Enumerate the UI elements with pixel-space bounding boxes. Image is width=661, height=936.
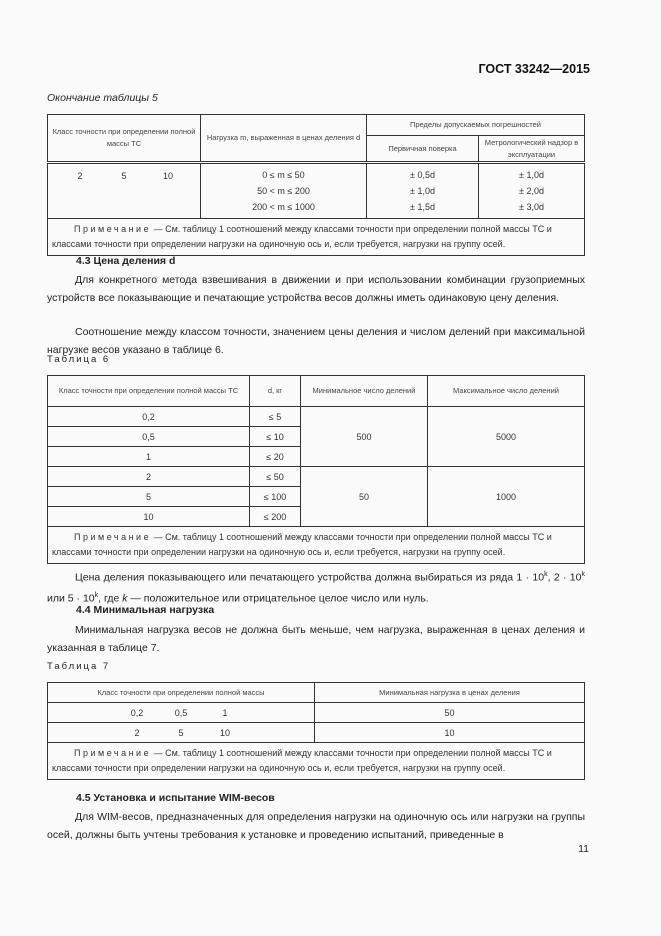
t5-load: 200 < m ≤ 1000 (252, 202, 315, 212)
t6-header-d: d, кг (250, 376, 301, 407)
t6-class: 2 (48, 467, 250, 487)
t7-class: 1 (222, 707, 228, 718)
section-4-3-p2: Соотношение между классом точности, значением цены деления и числом делений при максимальной нагрузке весов указано в таблице 6. (47, 326, 585, 356)
t5-initials (367, 163, 479, 219)
t5-header-initial: Первичная поверка (367, 136, 479, 163)
section-4-3-p1: Для конкретного метода взвешивания в движении и при использовании комбинации грузоприемных устройств все показывающие и печатающие устройства весов должны иметь одинаковую цену деления. (47, 274, 585, 304)
document-id: ГОСТ 33242—2015 (478, 62, 590, 76)
t5-load: 50 < m ≤ 200 (257, 186, 310, 196)
table5-continuation-caption: Окончание таблицы 5 (47, 92, 158, 104)
t7-note-label: Примечание (74, 748, 152, 758)
t5-header-load: Нагрузка m, выраженная в ценах деления d (201, 115, 367, 163)
series-paragraph (47, 566, 585, 608)
series-text: , где (98, 592, 123, 605)
t6-class: 1 (48, 447, 250, 467)
table-5 (47, 114, 585, 256)
t6-max-group1: 5000 (428, 407, 585, 467)
t5-load: 0 ≤ m ≤ 50 (262, 170, 305, 180)
t7-note (48, 743, 585, 780)
exponent-k: k (581, 571, 585, 578)
t6-d: ≤ 5 (250, 407, 301, 427)
t5-class: 5 (121, 171, 127, 181)
table-6 (47, 375, 585, 564)
table6-caption: Таблица 6 (47, 354, 111, 365)
t5-class: 10 (162, 171, 173, 181)
t7-classes (48, 703, 315, 723)
t5-initial: ± 1,5d (410, 202, 435, 212)
t6-d: ≤ 100 (250, 487, 301, 507)
t6-class: 0,5 (48, 427, 250, 447)
section-4-5-p1: Для WIM-весов, предназначенных для определения нагрузки на одиночную ось или нагрузки на группы осей, должны быть учтены требования к установке и проведению испытаний, приведенные в (47, 811, 585, 841)
t6-class: 10 (48, 507, 250, 527)
t6-max-group2: 1000 (428, 467, 585, 527)
t5-inservice: ± 3,0d (519, 202, 544, 212)
t5-class: 2 (77, 171, 83, 181)
t5-inservice: ± 2,0d (519, 186, 544, 196)
t6-d: ≤ 200 (250, 507, 301, 527)
t5-note-label: Примечание (74, 224, 152, 234)
t6-note-text: — См. таблицу 1 соотношений между классами точности при определении полной массы ТС и классами точности при определении нагрузки на одиночную ось и, если требуется, нагрузки на группу осей. (52, 532, 552, 557)
t6-min-group1: 500 (301, 407, 428, 467)
table-7 (47, 682, 585, 780)
section-4-4-p1: Минимальная нагрузка весов не должна быть меньше, чем нагрузка, выраженная в ценах деления и указанная в таблице 7. (47, 624, 585, 654)
t6-header-min: Минимальное число делений (301, 376, 428, 407)
t5-header-inservice: Метрологический надзор в эксплуатации (479, 136, 585, 163)
t7-min: 50 (315, 703, 585, 723)
table7-caption: Таблица 7 (47, 661, 111, 672)
t6-class: 5 (48, 487, 250, 507)
t7-min: 10 (315, 723, 585, 743)
section-4-3-title: 4.3 Цена деления d (76, 255, 176, 267)
t5-header-limits: Пределы допускаемых погрешностей (367, 115, 585, 136)
series-text: — положительное или отрицательное целое число или нуль. (127, 592, 429, 605)
series-text: , 2 · 10 (547, 571, 582, 584)
t7-note-text: — См. таблицу 1 соотношений между классами точности при определении полной массы ТС и классами точности при определении нагрузки на одиночную ось и, если требуется, нагрузки на группу осей. (52, 748, 552, 773)
t5-inservices (479, 163, 585, 219)
t7-class: 10 (219, 727, 230, 738)
series-text: Цена деления показывающего или печатающего устройства должна выбираться из ряда 1 · 10 (75, 571, 545, 584)
variable-k: k (122, 592, 128, 605)
t6-header-class: Класс точности при определении полной массы ТС (48, 376, 250, 407)
t5-classes (48, 163, 201, 219)
t7-class: 0,2 (130, 707, 144, 718)
t6-note (48, 527, 585, 564)
t6-d: ≤ 50 (250, 467, 301, 487)
series-text: или 5 · 10 (47, 592, 95, 605)
t7-header-min: Минимальная нагрузка в ценах деления (315, 683, 585, 703)
t5-note-text: — См. таблицу 1 соотношений между классами точности при определении полной массы ТС и классами точности при определении нагрузки на одиночную ось и, если требуется, нагрузки на группу осей. (52, 224, 552, 249)
exponent-k: k (544, 571, 548, 578)
t6-d: ≤ 10 (250, 427, 301, 447)
t5-loads (201, 163, 367, 219)
t7-header-class: Класс точности при определении полной массы (48, 683, 315, 703)
t5-initial: ± 1,0d (410, 186, 435, 196)
t6-header-max: Максимальное число делений (428, 376, 585, 407)
t6-class: 0,2 (48, 407, 250, 427)
section-4-4-title: 4.4 Минимальная нагрузка (76, 604, 215, 616)
t6-min-group2: 50 (301, 467, 428, 527)
page-number: 11 (578, 843, 589, 855)
t5-inservice: ± 1,0d (519, 170, 544, 180)
t6-note-label: Примечание (74, 532, 152, 542)
t7-class: 5 (178, 727, 184, 738)
t7-class: 2 (134, 727, 140, 738)
t5-header-class: Класс точности при определении полной массы ТС (48, 115, 201, 163)
t7-class: 0,5 (174, 707, 188, 718)
t5-initial: ± 0,5d (410, 170, 435, 180)
t7-classes (48, 723, 315, 743)
t5-note (48, 219, 585, 256)
section-4-5-title: 4.5 Установка и испытание WIM-весов (76, 792, 275, 804)
t6-d: ≤ 20 (250, 447, 301, 467)
exponent-k: k (94, 592, 99, 599)
